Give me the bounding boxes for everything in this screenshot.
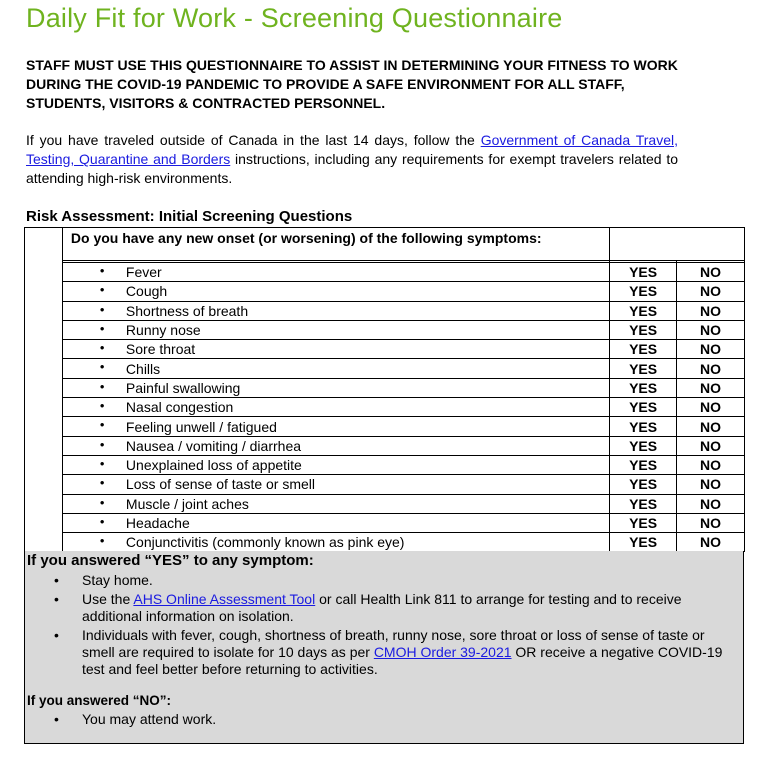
yes-option[interactable]: YES: [610, 378, 677, 397]
no-option[interactable]: NO: [677, 475, 745, 494]
no-option[interactable]: NO: [677, 301, 745, 320]
table-row: [25, 513, 745, 532]
yes-option[interactable]: YES: [610, 398, 677, 417]
symptom-label: Fever: [125, 264, 162, 281]
blank-cell: [25, 340, 63, 359]
travel-notice: [26, 131, 678, 188]
yes-option[interactable]: YES: [610, 282, 677, 301]
list-item-text: Stay home.: [82, 572, 153, 588]
symptom-label: Conjunctivitis (commonly known as pink eye): [125, 534, 405, 551]
if-yes-heading: If you answered “YES” to any symptom:: [27, 552, 314, 569]
if-no-list: [25, 711, 730, 728]
no-option[interactable]: NO: [677, 378, 745, 397]
list-item-text: You may attend work.: [82, 711, 217, 727]
bullet-icon: •: [99, 340, 105, 356]
symptom-label: Headache: [125, 515, 190, 531]
table-row: [25, 282, 745, 301]
no-option[interactable]: NO: [677, 455, 745, 474]
bullet-icon: •: [99, 263, 105, 278]
symptom-label: Sore throat: [125, 341, 196, 358]
bullet-icon: •: [99, 398, 105, 414]
no-option[interactable]: NO: [677, 494, 745, 513]
symptom-label: Cough: [125, 283, 168, 300]
yes-option[interactable]: YES: [610, 359, 677, 378]
travel-text-before: If you have traveled outside of Canada in the last 14 days, follow the: [26, 132, 481, 148]
symptom-label: Unexplained loss of appetite: [125, 457, 302, 474]
yes-option[interactable]: YES: [610, 494, 677, 513]
blank-cell: [25, 282, 63, 301]
blank-cell: [25, 475, 63, 494]
blank-cell: [25, 417, 63, 436]
symptom-cell: [62, 263, 609, 282]
table-row: [25, 398, 745, 417]
table-row: [25, 475, 745, 494]
yes-option[interactable]: YES: [610, 340, 677, 359]
symptom-cell: [62, 282, 609, 301]
yes-option[interactable]: YES: [610, 513, 677, 532]
symptom-label: Nasal congestion: [125, 399, 234, 416]
yes-option[interactable]: YES: [610, 301, 677, 320]
blank-cell: [25, 263, 63, 282]
blank-cell: [25, 533, 63, 552]
blank-cell: [25, 513, 63, 532]
symptom-cell: [62, 513, 609, 532]
bullet-icon: •: [99, 436, 105, 452]
table-row: [25, 320, 745, 339]
symptom-cell: [62, 359, 609, 378]
list-item-text: Use the: [82, 591, 134, 607]
bullet-icon: •: [99, 359, 105, 375]
symptom-cell: [62, 398, 609, 417]
blank-cell: [25, 301, 63, 320]
cmoh-order-link[interactable]: CMOH Order 39-2021: [373, 644, 512, 660]
bullet-icon: •: [54, 591, 59, 607]
no-option[interactable]: NO: [677, 320, 745, 339]
list-item-text: Individuals with fever, cough, shortness of breath, runny nose, sore throat or loss of sense of taste or smell are required to isolate for 10 days as per: [82, 627, 705, 660]
symptom-label: Loss of sense of taste or smell: [125, 476, 316, 493]
no-option[interactable]: NO: [677, 282, 745, 301]
symptom-label: Nausea / vomiting / diarrhea: [125, 437, 302, 454]
table-row: [25, 301, 745, 320]
list-item: [25, 591, 730, 625]
no-option[interactable]: NO: [677, 398, 745, 417]
bullet-icon: •: [99, 378, 105, 394]
no-option[interactable]: NO: [677, 340, 745, 359]
symptom-question: Do you have any new onset (or worsening) of the following symptoms:: [62, 228, 609, 261]
yes-option[interactable]: YES: [610, 455, 677, 474]
yes-option[interactable]: YES: [610, 436, 677, 455]
bullet-icon: •: [99, 533, 105, 549]
table-row: [25, 533, 745, 552]
symptom-label: Chills: [125, 360, 161, 377]
no-option[interactable]: NO: [677, 263, 745, 282]
blank-cell: [25, 455, 63, 474]
symptom-label: Painful swallowing: [125, 379, 241, 396]
blank-cell: [25, 436, 63, 455]
ahs-assessment-tool-link[interactable]: AHS Online Assessment Tool: [133, 591, 316, 607]
staff-instruction: STAFF MUST USE THIS QUESTIONNAIRE TO ASSIST IN DETERMINING YOUR FITNESS TO WORK DURING THE COVID-19 PANDEMIC TO PROVIDE A SAFE ENVIRONMENT FOR ALL STAFF, STUDENTS, VISITORS & CONTRACTED PERSONNEL.: [26, 57, 678, 111]
table-row: [25, 494, 745, 513]
yes-option[interactable]: YES: [610, 320, 677, 339]
yes-option[interactable]: YES: [610, 263, 677, 282]
list-item: [25, 627, 730, 678]
table-row: [25, 359, 745, 378]
table-row: [25, 417, 745, 436]
bullet-icon: •: [99, 301, 105, 317]
symptom-cell: [62, 533, 609, 552]
blank-cell: [25, 320, 63, 339]
list-item: [25, 572, 730, 589]
table-header-row: [25, 228, 745, 261]
no-option[interactable]: NO: [677, 436, 745, 455]
symptom-cell: [62, 455, 609, 474]
symptom-cell: [62, 301, 609, 320]
bullet-icon: •: [54, 711, 59, 727]
no-option[interactable]: NO: [677, 533, 745, 552]
symptom-label: Muscle / joint aches: [125, 495, 249, 512]
list-item-text: or call Health Link 811 to arrange for testing and to receive additional information on isolation.: [82, 591, 682, 624]
guidance-box: [24, 551, 744, 744]
symptom-label: Feeling unwell / fatigued: [125, 418, 277, 435]
table-row: [25, 378, 745, 397]
travel-text-after: instructions, including any requirements for exempt travelers related to attending high-risk environments.: [26, 151, 678, 186]
symptom-cell: [62, 378, 609, 397]
blank-cell: [25, 359, 63, 378]
bullet-icon: •: [99, 455, 105, 471]
table-row: [25, 455, 745, 474]
symptom-cell: [62, 340, 609, 359]
symptom-cell: [62, 417, 609, 436]
list-item: [25, 711, 730, 728]
table-row: [25, 340, 745, 359]
bullet-icon: •: [99, 513, 105, 529]
bullet-icon: •: [99, 417, 105, 433]
bullet-icon: •: [99, 282, 105, 298]
bullet-icon: •: [54, 627, 59, 643]
list-item-text: OR receive a negative COVID-19 test and feel better before returning to activities.: [82, 644, 723, 677]
no-option[interactable]: NO: [677, 513, 745, 532]
section-heading: Risk Assessment: Initial Screening Questions: [26, 208, 353, 225]
answer-header-cell: [610, 228, 745, 261]
symptom-cell: [62, 436, 609, 455]
blank-cell: [25, 378, 63, 397]
yes-option[interactable]: YES: [610, 475, 677, 494]
if-no-heading: If you answered “NO”:: [27, 693, 172, 708]
symptom-cell: [62, 494, 609, 513]
page-title: Daily Fit for Work - Screening Questionnaire: [26, 3, 563, 33]
symptom-label: Runny nose: [125, 322, 201, 339]
no-option[interactable]: NO: [677, 417, 745, 436]
symptom-cell: [62, 475, 609, 494]
table-row: [25, 436, 745, 455]
if-yes-list: [25, 572, 730, 678]
yes-option[interactable]: YES: [610, 533, 677, 552]
blank-cell: [25, 398, 63, 417]
bullet-icon: •: [54, 572, 59, 588]
symptom-cell: [62, 320, 609, 339]
table-row: [25, 263, 745, 282]
government-of-canada-link[interactable]: Government of Canada Travel, Testing, Quarantine and Borders: [26, 132, 678, 167]
symptom-label: Shortness of breath: [125, 302, 249, 319]
bullet-icon: •: [99, 494, 105, 510]
blank-cell: [25, 494, 63, 513]
no-option[interactable]: NO: [677, 359, 745, 378]
bullet-icon: •: [99, 475, 105, 491]
yes-option[interactable]: YES: [610, 417, 677, 436]
symptoms-table: [24, 227, 745, 552]
blank-cell: [25, 228, 63, 261]
bullet-icon: •: [99, 320, 105, 336]
